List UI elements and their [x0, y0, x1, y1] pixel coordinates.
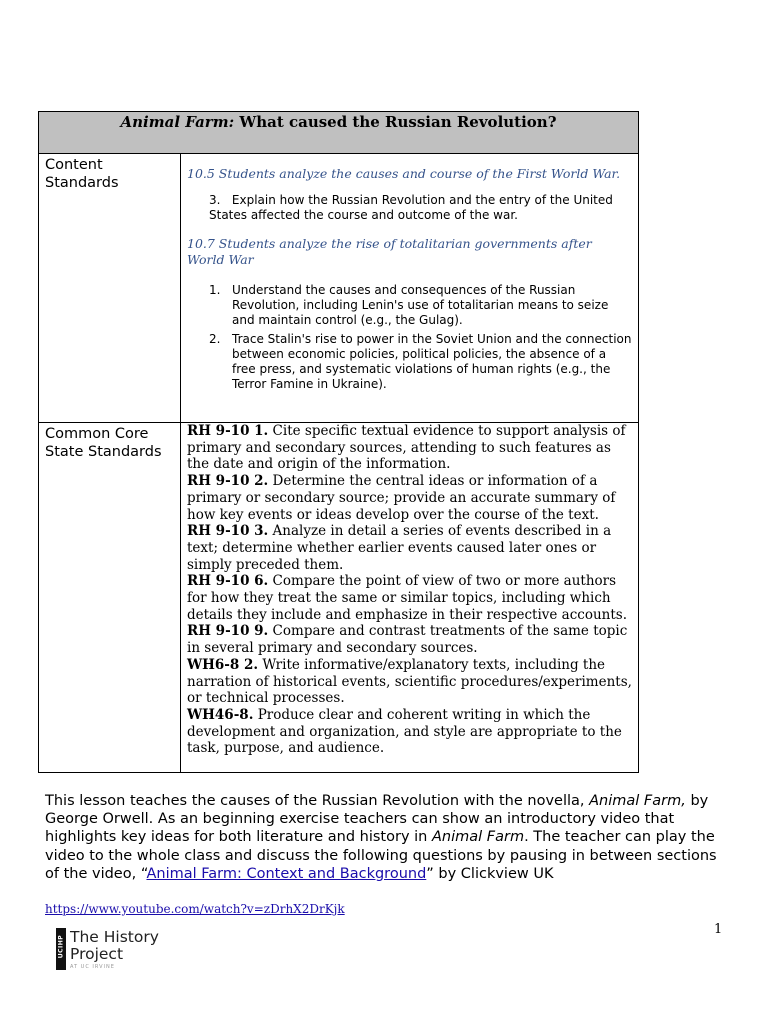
item-text: Explain how the Russian Revolution and the entry of the United States affected the course and outcome of the war. [209, 193, 613, 222]
ccss-code: RH 9-10 2. [187, 473, 269, 490]
video-url-link[interactable]: https://www.youtube.com/watch?v=zDrhX2DrKjk [45, 902, 345, 916]
standard-heading-10-7: 10.7 Students analyze the rise of totalitarian governments after World War [187, 236, 592, 267]
intro-text: This lesson teaches the causes of the Russian Revolution with the novella, [45, 793, 590, 809]
ccss-entry [187, 423, 632, 473]
item-number: 2. [209, 332, 221, 346]
intro-text: . The teacher can play the video to the whole class and discuss the following questions by pausing in between sections of the video, “ [45, 829, 717, 882]
intro-text: ” by Clickview UK [426, 865, 554, 882]
ccss-entry [187, 623, 632, 656]
item-number: 3. [209, 193, 221, 207]
logo-badge-text: UCIHP [57, 934, 65, 959]
item-number: 1. [209, 283, 221, 297]
ccss-code: RH 9-10 6. [187, 573, 269, 590]
lesson-standards-table [38, 111, 639, 773]
logo-text-line2: Project [70, 945, 124, 963]
history-project-logo [56, 928, 166, 972]
ccss-text: Determine the central ideas or information of a primary or secondary source; provide an accurate summary of how key events or ideas develop over the course of the text. [187, 473, 616, 523]
logo-badge [56, 928, 66, 970]
ccss-code: WH46-8. [187, 706, 254, 723]
video-title-link[interactable]: Animal Farm: Context and Background [146, 865, 427, 882]
ccss-code: WH6-8 2. [187, 656, 259, 673]
standard-heading-10-5: 10.5 Students analyze the causes and course of the First World War. [187, 166, 621, 181]
ccss-entry [187, 473, 632, 523]
item-text: Understand the causes and consequences of the Russian Revolution, including Lenin's use of totalitarian means to seize and maintain control (e.g., the Gulag). [232, 283, 609, 327]
ccss-text: Analyze in detail a series of events described in a text; determine whether earlier events caused later ones or simply preceded them. [187, 523, 612, 573]
ccss-entry [187, 707, 632, 757]
title-rest: What caused the Russian Revolution? [234, 113, 557, 131]
intro-paragraph [45, 792, 735, 883]
ccss-text: Compare the point of view of two or more authors for how they treat the same or similar topics, including which details they include and emphasize in their respective accounts. [187, 573, 628, 623]
standard-item-10-5-3 [209, 193, 632, 223]
table-title-cell [39, 112, 639, 154]
list-item [187, 332, 632, 392]
ccss-entry [187, 657, 632, 707]
intro-text: by George Orwell. As an beginning exercise teachers can show an introductory video that highlights key ideas for both literature and history in [45, 793, 709, 846]
ccss-entry [187, 523, 632, 573]
list-item [187, 283, 632, 328]
table-title [39, 112, 638, 132]
ccss-text: Cite specific textual evidence to support analysis of primary and secondary sources, attending to such features as the date and origin of the information. [187, 423, 626, 473]
intro-italic-title: Animal Farm [431, 829, 525, 846]
page-number: 1 [714, 922, 723, 937]
ccss-label: Common Core State Standards [39, 423, 181, 773]
ccss-text: Produce clear and coherent writing in which the development and organization, and style are appropriate to the task, purpose, and audience. [187, 706, 622, 757]
standard-list-10-7 [187, 283, 632, 392]
content-standards-label: Content Standards [39, 154, 181, 423]
logo-subtitle: AT UC IRVINE [70, 964, 115, 970]
ccss-code: RH 9-10 1. [187, 423, 269, 439]
ccss-entry [187, 573, 632, 623]
logo-text-line1: The History [70, 928, 159, 946]
content-standards-cell [181, 154, 639, 423]
intro-italic-title: Animal Farm, [589, 793, 686, 809]
ccss-text: Write informative/explanatory texts, including the narration of historical events, scientific procedures/experiments, or technical processes. [187, 656, 632, 707]
ccss-cell [181, 423, 639, 773]
ccss-code: RH 9-10 9. [187, 623, 269, 640]
ccss-code: RH 9-10 3. [187, 523, 269, 540]
title-italic: Animal Farm: [120, 113, 235, 131]
ccss-text: Compare and contrast treatments of the same topic in several primary and secondary sources. [187, 623, 628, 657]
item-text: Trace Stalin's rise to power in the Soviet Union and the connection between economic policies, political policies, the absence of a free press, and systematic violations of human rights (e.g., the Terror Famine in Ukraine). [232, 332, 632, 391]
